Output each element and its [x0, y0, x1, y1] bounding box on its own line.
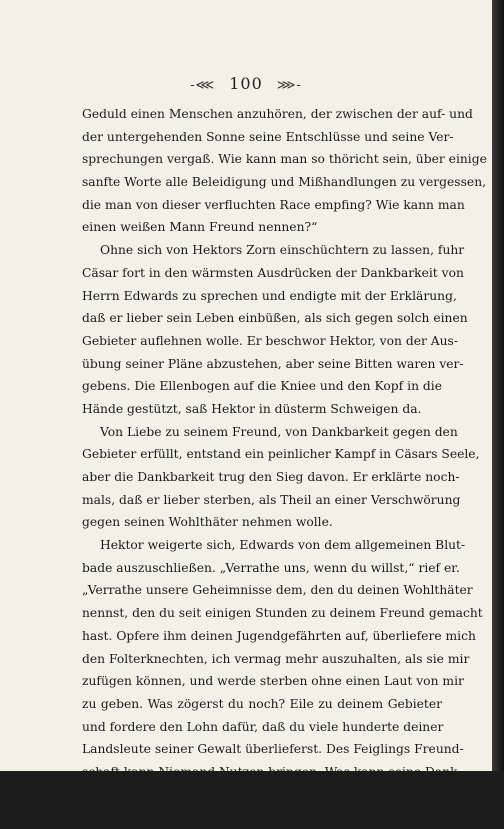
- text-line: die man von dieser verfluchten Race empfing? Wie kann man: [82, 197, 465, 212]
- text-line: barkeit werth sein? Wer wird seine Rache fürchten?“: [82, 787, 414, 802]
- text-line: sprechungen vergaß. Wie kann man so thöricht sein, über einige: [82, 152, 487, 167]
- text-line: sanfte Worte alle Beleidigung und Mißhandlungen zu vergessen,: [82, 175, 487, 190]
- text-line: Cäsar fort in den wärmsten Ausdrücken der Dankbarkeit von: [82, 265, 464, 280]
- page-header: [0, 74, 492, 93]
- text-line: bade auszuschließen. „Verrathe uns, wenn du willst,“ rief er.: [82, 560, 460, 575]
- text-line: zufügen können, und werde sterben ohne einen Laut von mir: [82, 674, 464, 689]
- text-line: der untergehenden Sonne seine Entschlüsse und seine Ver-: [82, 129, 454, 144]
- text-line: gegen seinen Wohlthäter nehmen wolle.: [82, 515, 333, 530]
- text-line: Herrn Edwards zu sprechen und endigte mit der Erklärung,: [82, 288, 457, 303]
- text-line: hast. Opfere ihm deinen Jugendgefährten auf, überliefere mich: [82, 628, 476, 643]
- text-line: Hektor hatte die Stimme so sehr erhoben, daß er den: [100, 810, 442, 825]
- text-line: mals, daß er lieber sterben, als Theil an einer Verschwörung: [82, 492, 461, 507]
- text-line: Landsleute seiner Gewalt überlieferst. Des Feiglings Freund-: [82, 742, 464, 757]
- text-line: den Folterknechten, ich vermag mehr auszuhalten, als sie mir: [82, 651, 470, 666]
- text-line: und fordere den Lohn dafür, daß du viele hunderte deiner: [82, 719, 444, 734]
- text-line: zu geben. Was zögerst du noch? Eile zu deinem Gebieter: [82, 696, 442, 711]
- ornament-left: -⋘: [190, 78, 216, 93]
- text-line: Von Liebe zu seinem Freund, von Dankbarkeit gegen den: [100, 424, 458, 439]
- text-line: „Verrathe unsere Geheimnisse dem, den du deinen Wohlthäter: [82, 583, 473, 598]
- text-line: aber die Dankbarkeit trug den Sieg davon. Er erklärte noch-: [82, 470, 460, 484]
- text-line: Hektor weigerte sich, Edwards von dem allgemeinen Blut-: [100, 538, 466, 553]
- page-number: 100: [229, 74, 263, 93]
- text-line: übung seiner Pläne abzustehen, aber seine Bitten waren ver-: [82, 356, 464, 371]
- text-line: schaft kann Niemand Nutzen bringen. Was kann seine Dank-: [82, 764, 462, 779]
- page-edge-shadow: [492, 0, 504, 771]
- text-line: Ohne sich von Hektors Zorn einschüchtern zu lassen, fuhr: [100, 243, 465, 258]
- text-line: gebens. Die Ellenbogen auf die Kniee und den Kopf in die: [82, 379, 442, 394]
- text-line: Gebieter erfüllt, entstand ein peinlicher Kampf in Cäsars Seele,: [82, 447, 480, 462]
- text-line: Gebieter auflehnen wolle. Er beschwor Hektor, von der Aus-: [82, 333, 459, 348]
- ornament-right: ⋙-: [276, 78, 302, 93]
- text-line: nennst, den du seit einigen Stunden zu deinem Freund gemacht: [82, 606, 483, 621]
- text-line: Geduld einen Menschen anzuhören, der zwischen der auf- und: [82, 107, 473, 121]
- text-line: Hände gestützt, saß Hektor in düsterm Schweigen da.: [82, 401, 422, 416]
- text-line: daß er lieber sein Leben einbüßen, als sich gegen solch einen: [82, 311, 468, 326]
- text-line: einen weißen Mann Freund nennen?“: [82, 220, 318, 235]
- body-text: [82, 103, 487, 829]
